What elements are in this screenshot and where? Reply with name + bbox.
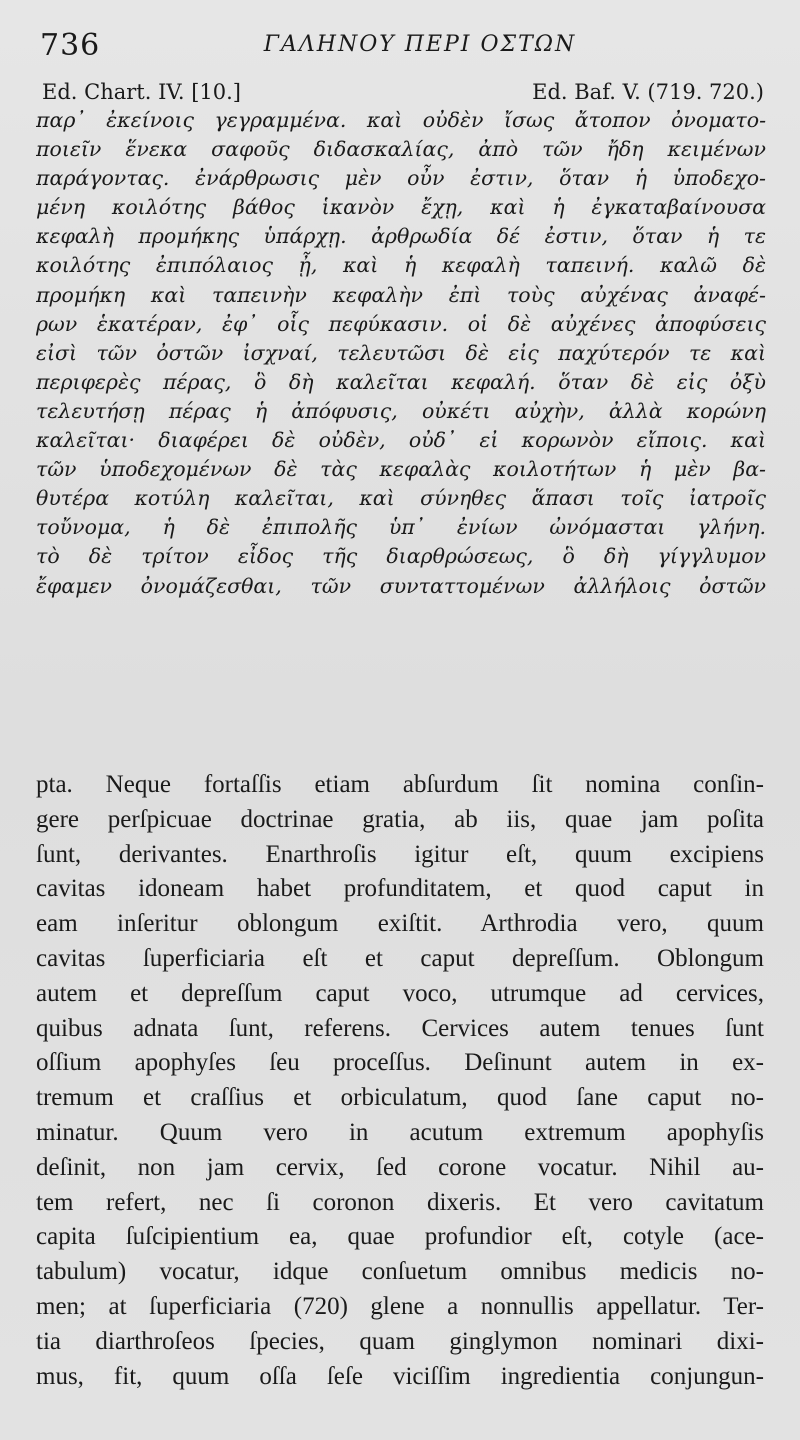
edition-reference-right: Ed. Baf. V. (719. 720.) [532,80,764,104]
latin-line: tem refert, nec ſi coronon dixeris. Et vero cavitatum [36,1188,764,1216]
greek-line: παρ᾽ ἐκείνοις γεγραμμένα. καὶ οὐδὲν ἴσως ἄτοπον ὀνοματο- [36,108,766,132]
greek-line: περιφερὲς πέρας, ὃ δὴ καλεῖται κεφαλή. ὅταν δὲ εἰς ὀξὺ [36,369,766,394]
greek-text-block [36,106,766,601]
latin-line: oſſium apophyſes ſeu proceſſus. Deſinunt autem in ex- [36,1049,764,1077]
latin-line: autem et depreſſum caput voco, utrumque ad cervices, [36,979,764,1007]
greek-line: καλεῖται· διαφέρει δὲ οὐδὲν, οὐδ᾽ εἰ κορωνὸν εἴποις. καὶ [36,428,766,453]
latin-text-block [36,768,764,1394]
running-title: ΓΑΛΗΝΟΥ ΠΕΡΙ ΟΣΤΩΝ [263,32,577,57]
greek-line: κεφαλὴ προμήκης ὑπάρχῃ. ἀρθρωδία δέ ἐστιν, ὅταν ἡ τε [36,224,766,249]
latin-line: pta. Neque fortaſſis etiam abſurdum ſit nomina conſin- [36,771,764,798]
greek-line: ἔφαμεν ὀνομάζεσθαι, τῶν συνταττομένων ἀλλήλοις ὀστῶν [36,573,766,598]
greek-line: τὸ δὲ τρίτον εἶδος τῆς διαρθρώσεως, ὃ δὴ γίγγλυμον [36,544,766,569]
greek-line: τοὔνομα, ἡ δὲ ἐπιπολῆς ὑπ᾽ ἐνίων ὠνόμασται γλήνη. [36,515,766,540]
greek-line: τῶν ὑποδεχομένων δὲ τὰς κεφαλὰς κοιλοτήτων ἡ μὲν βα- [36,457,766,482]
latin-line: tremum et craſſius et orbiculatum, quod ſane caput no- [36,1084,764,1112]
latin-line: ſunt, derivantes. Enarthroſis igitur eſt, quum excipiens [36,840,764,868]
greek-line: ποιεῖν ἕνεκα σαφοῦς διδασκαλίας, ἀπὸ τῶν ἤδη κειμένων [36,137,766,162]
latin-line: tabulum) vocatur, idque conſuetum omnibus medicis no- [36,1258,764,1286]
greek-line: μένη κοιλότης βάθος ἱκανὸν ἔχῃ, καὶ ἡ ἐγκαταβαίνουσα [36,195,766,220]
greek-line: προμήκη καὶ ταπεινὴν κεφαλὴν ἐπὶ τοὺς αὐχένας ἀναφέ- [36,282,766,307]
latin-line: deſinit, non jam cervix, ſed corone vocatur. Nihil au- [36,1153,764,1181]
latin-line: cavitas ſuperficiaria eſt et caput depreſſum. Oblongum [36,944,764,972]
latin-line: minatur. Quum vero in acutum extremum apophyſis [36,1118,764,1146]
greek-line: ρων ἑκατέραν, ἐφ᾽ οἷς πεφύκασιν. οἱ δὲ αὐχένες ἀποφύσεις [36,311,766,336]
greek-line: κοιλότης ἐπιπόλαιος ᾖ, καὶ ἡ κεφαλὴ ταπεινή. καλῶ δὲ [36,253,766,278]
latin-line: cavitas idoneam habet profunditatem, et quod caput in [36,875,764,903]
latin-line: eam inſeritur oblongum exiſtit. Arthrodia vero, quum [36,910,764,938]
latin-line: capita ſuſcipientium ea, quae profundior eſt, cotyle (ace- [36,1223,764,1251]
edition-reference-left: Ed. Chart. IV. [10.] [42,80,241,104]
latin-line: tia diarthroſeos ſpecies, quam ginglymon nominari dixi- [36,1327,764,1355]
latin-line: mus, fit, quum oſſa ſeſe viciſſim ingredientia conjungun- [36,1362,764,1390]
latin-line: men; at ſuperficiaria (720) glene a nonnullis appellatur. Ter- [36,1292,764,1320]
latin-line: quibus adnata ſunt, referens. Cervices autem tenues ſunt [36,1014,764,1042]
page-number: 736 [40,28,101,63]
greek-line: τελευτήσῃ πέρας ἡ ἀπόφυσις, οὐκέτι αὐχὴν, ἀλλὰ κορώνη [36,398,766,423]
greek-line: παράγοντας. ἐνάρθρωσις μὲν οὖν ἐστιν, ὅταν ἡ ὑποδεχο- [36,166,766,191]
greek-line: εἰσὶ τῶν ὀστῶν ἰσχναί, τελευτῶσι δὲ εἰς παχύτερόν τε καὶ [36,340,766,365]
latin-line: gere perſpicuae doctrinae gratia, ab iis, quae jam poſita [36,805,764,833]
greek-line: θυτέρα κοτύλη καλεῖται, καὶ σύνηθες ἅπασι τοῖς ἰατροῖς [36,486,766,511]
